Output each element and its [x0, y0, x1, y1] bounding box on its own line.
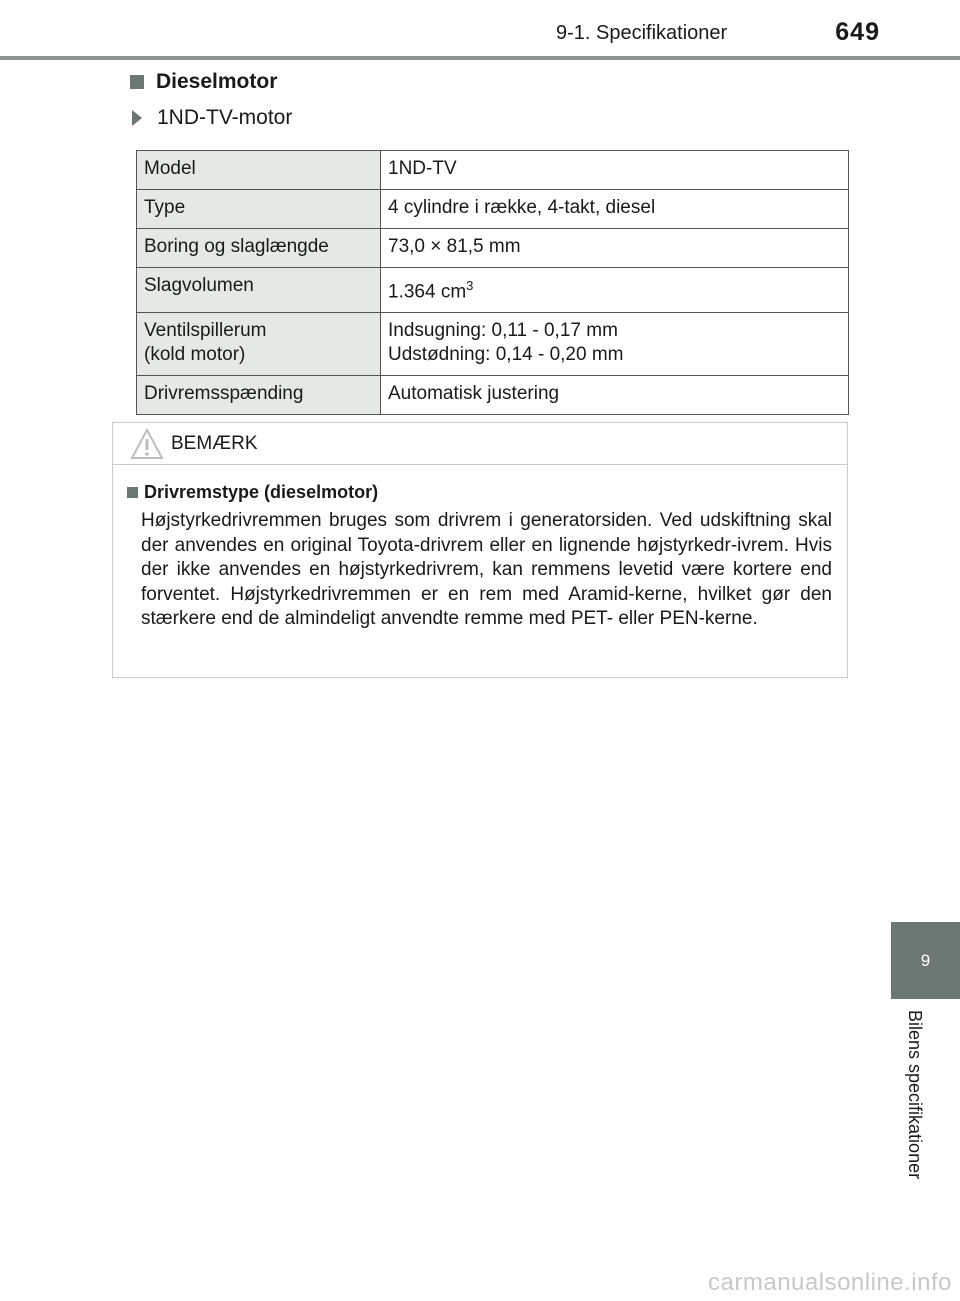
spec-label: Model	[137, 151, 381, 190]
square-bullet-icon	[127, 487, 138, 498]
note-subheading	[127, 482, 378, 503]
table-row	[137, 313, 849, 376]
square-bullet-icon	[130, 75, 144, 89]
spec-value	[381, 313, 849, 376]
spec-label: Slagvolumen	[137, 268, 381, 313]
spec-value-superscript: 3	[466, 278, 474, 293]
spec-value: 73,0 × 81,5 mm	[381, 229, 849, 268]
note-body: Højstyrkedrivremmen bruges som drivrem i generatorsiden. Ved udskiftning skal der anvendes en original Toyota-drivrem eller en lignende højstyrkedr-ivrem. Hvis der ikke anvendes en højstyrkedrivrem, kan remmens levetid være kortere end forventet. Højstyrkedrivremmen er en rem med Aramid-kerne, hvilket gør den stærkere end de almindeligt anvendte remme med PET- eller PEN-kerne.	[141, 510, 832, 629]
spec-value	[381, 268, 849, 313]
watermark: carmanualsonline.info	[708, 1269, 952, 1296]
spec-value: Automatisk justering	[381, 376, 849, 415]
sub-heading	[132, 106, 292, 130]
page-number: 649	[835, 18, 880, 46]
table-row	[137, 190, 849, 229]
triangle-bullet-icon	[132, 110, 142, 126]
chapter-number: 9	[920, 950, 931, 970]
table-row	[137, 268, 849, 313]
section-heading	[130, 70, 277, 94]
chapter-tab	[891, 922, 960, 999]
table-row	[137, 376, 849, 415]
spec-value: 1ND-TV	[381, 151, 849, 190]
note-title: BEMÆRK	[171, 433, 258, 454]
sub-heading-text: 1ND-TV-motor	[157, 106, 293, 129]
spec-label-line: Ventilspillerum	[144, 320, 267, 342]
spec-label	[137, 313, 381, 376]
spec-label: Boring og slaglængde	[137, 229, 381, 268]
spec-label: Drivremsspænding	[137, 376, 381, 415]
section-heading-text: Dieselmotor	[156, 70, 278, 93]
chapter-label: Bilens specifikationer	[905, 1010, 925, 1180]
note-header	[113, 423, 847, 465]
warning-triangle-icon	[130, 428, 164, 460]
note-box	[112, 422, 848, 678]
spec-table	[136, 150, 849, 415]
note-subheading-text: Drivremstype (dieselmotor)	[144, 482, 379, 502]
table-row	[137, 151, 849, 190]
spec-label-line: (kold motor)	[144, 344, 246, 366]
table-row	[137, 229, 849, 268]
header-divider	[0, 56, 960, 60]
spec-label: Type	[137, 190, 381, 229]
spec-value-line: Indsugning: 0,11 - 0,17 mm	[388, 320, 618, 342]
header-section-title: 9-1. Specifikationer	[556, 22, 728, 44]
spec-value-text: 1.364 cm	[388, 281, 467, 303]
spec-value: 4 cylindre i række, 4-takt, diesel	[381, 190, 849, 229]
spec-value-line: Udstødning: 0,14 - 0,20 mm	[388, 344, 624, 366]
